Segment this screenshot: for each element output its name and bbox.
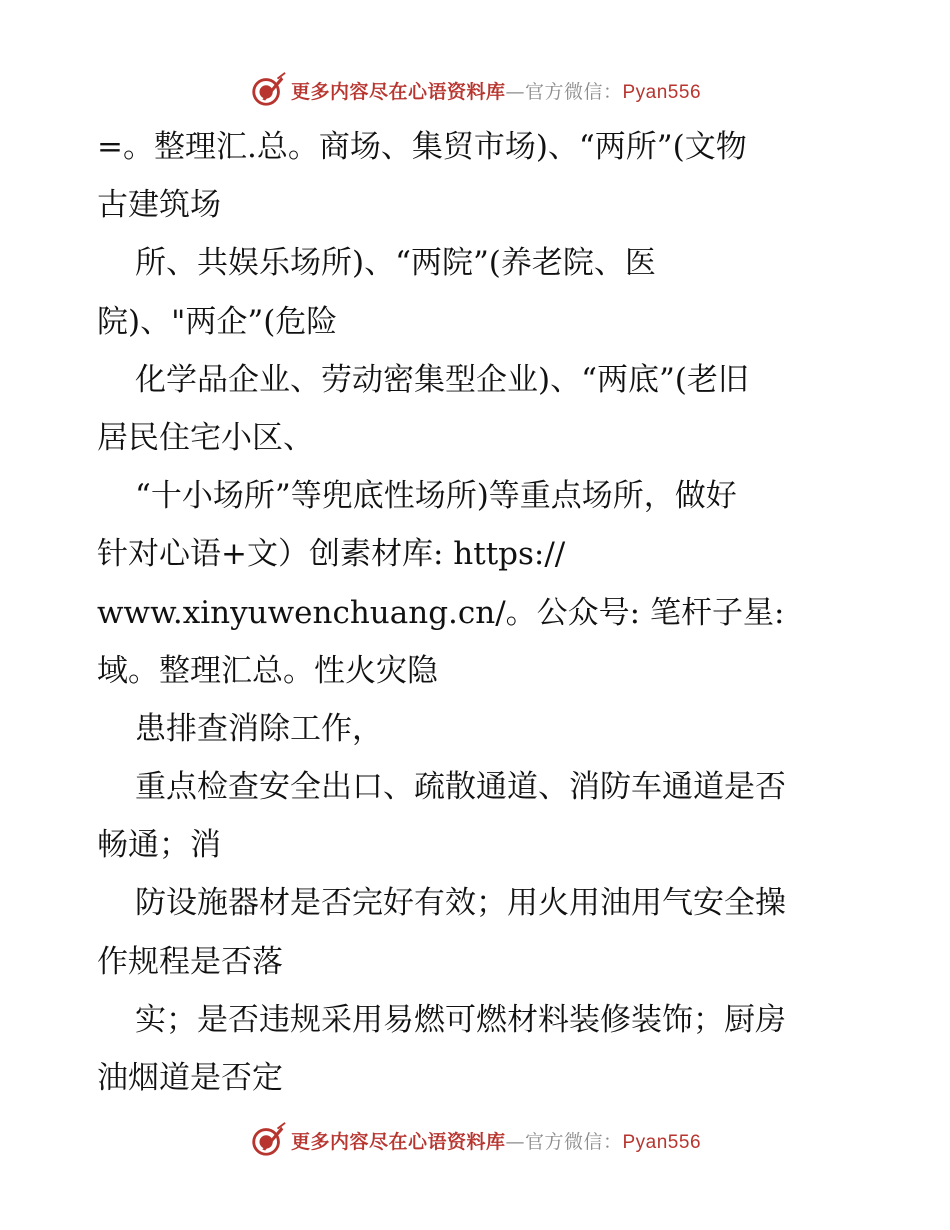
body-line: 古建筑场 xyxy=(97,187,221,224)
footer-text: 更多内容尽在心语资料库 xyxy=(290,1130,506,1153)
header-subtext: —官方微信： xyxy=(505,80,623,103)
header-wechat-id: Pyan556 xyxy=(622,81,702,103)
body-line: 重点检查安全出口、疏散通道、消防车通道是否 xyxy=(135,769,786,806)
body-line: 油烟道是否定 xyxy=(97,1060,283,1096)
body-line: 化学品企业、劳动密集型企业)、“两底”(老旧 xyxy=(135,361,749,398)
body-line: “十小场所”等兜底性场所)等重点场所，做好 xyxy=(135,478,737,515)
footer-subtext: —官方微信： xyxy=(505,1130,623,1153)
header-text: 更多内容尽在心语资料库 xyxy=(290,80,506,103)
header-banner xyxy=(0,70,950,110)
body-line: 患排查消除工作， xyxy=(135,710,383,747)
body-line: 作规程是否落 xyxy=(97,943,283,980)
body-line: www.xinyuwenchuang.cn/。公众号: 笔杆子星: xyxy=(97,594,785,631)
body-line: 防设施器材是否完好有效；用火用油用气安全操 xyxy=(135,885,786,922)
body-line: 居民住宅小区、 xyxy=(97,419,314,456)
body-line: 针对心语+文）创素材库: https:// xyxy=(97,536,566,573)
body-line: 实；是否违规采用易燃可燃材料装修装饰；厨房 xyxy=(135,1001,786,1038)
quill-pen-logo-icon xyxy=(249,71,287,109)
body-line: 院)、"两企”(危险 xyxy=(97,303,338,340)
quill-pen-logo-icon xyxy=(249,1121,287,1159)
footer-wechat-id: Pyan556 xyxy=(622,1131,702,1153)
body-line: =。整理汇.总。商场、集贸市场)、“两所”(文物 xyxy=(97,129,747,165)
body-line: 域。整理汇总。性火灾隐 xyxy=(97,652,438,689)
document-body xyxy=(97,118,857,1107)
body-line: 畅通；消 xyxy=(97,827,221,864)
body-line: 所、共娱乐场所)、“两院”(养老院、医 xyxy=(135,245,656,282)
footer-banner xyxy=(0,1120,950,1160)
